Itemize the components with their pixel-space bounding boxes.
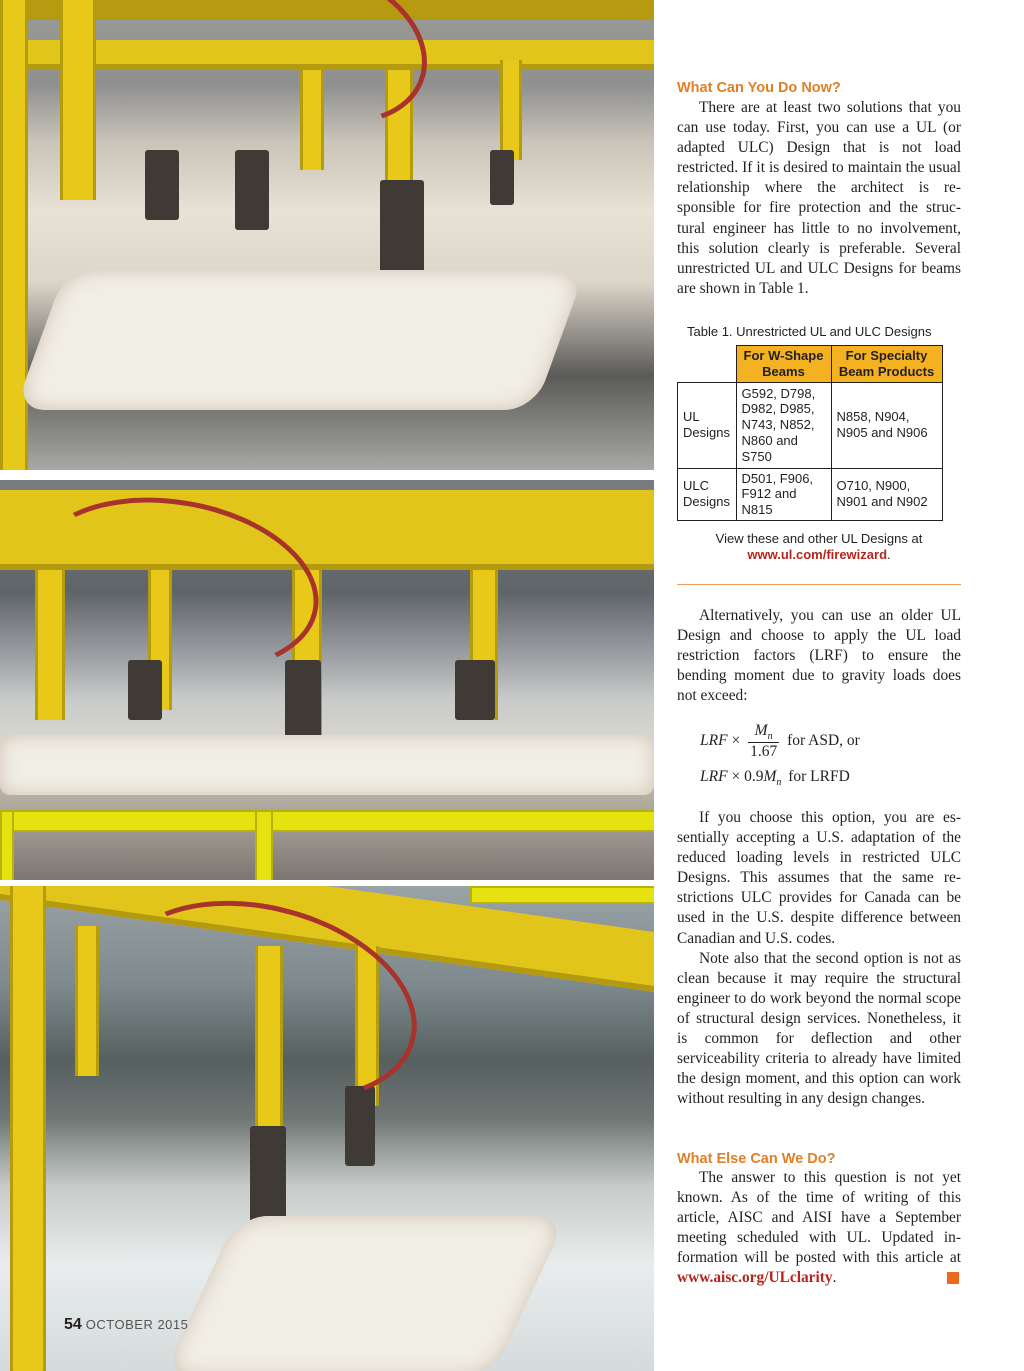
- formula-m: M: [754, 722, 768, 739]
- formula-suffix: for LRFD: [788, 768, 850, 785]
- page-folio: [64, 1316, 188, 1334]
- table-row: [678, 382, 943, 468]
- aisc-ulclarity-link[interactable]: www.aisc.org/ULclarity: [677, 1269, 833, 1287]
- table-footer: [677, 531, 961, 563]
- formula-suffix: for ASD, or: [787, 732, 860, 750]
- photo-fire-test-beams-bottom: [0, 886, 654, 1371]
- formula-times: ×: [731, 732, 741, 750]
- body-paragraph: Alternatively, you can use an older UL Design and choose to apply the UL load restriction factors (LRF) to ensure the bending moment due to gravity loads does not exceed:: [677, 607, 961, 705]
- body-text-end: .: [832, 1269, 837, 1287]
- formula-lrf: LRF: [700, 732, 728, 750]
- table-row-label: UL Designs: [678, 382, 737, 468]
- table-cell: N858, N904, N905 and N906: [831, 382, 942, 468]
- table-corner: [678, 346, 737, 383]
- table-header-specialty: For Specialty Beam Products: [831, 346, 942, 383]
- table-cell: D501, F906, F912 and N815: [736, 468, 831, 520]
- section-alternative: [677, 606, 961, 706]
- table-footer-end: .: [887, 547, 891, 562]
- body-paragraph: [677, 1168, 961, 1289]
- table-header-row: [678, 346, 943, 383]
- issue-date: OCTOBER 2015: [85, 1317, 189, 1332]
- section-heading: What Can You Do Now?: [677, 80, 841, 96]
- ul-firewizard-link[interactable]: www.ul.com/firewizard: [747, 547, 888, 562]
- table-caption: Table 1. Unrestricted UL and ULC Designs: [687, 324, 932, 339]
- formula-times: ×: [731, 768, 741, 785]
- formula-numerator: [748, 722, 779, 743]
- body-paragraph: There are at least two solutions that you can use today. First, you can use a UL (or adapted ULC) Design that is not load restricted. If it is desired to maintain the usual relationship where the architect is re- sponsible for fire protection and the struc- tural engineer has little to no involvement, this solution clearly is preferable. Several unrestricted UL and ULC Designs for beams are shown in Table 1.: [677, 99, 961, 297]
- photo-fire-test-beams-top: [0, 0, 654, 470]
- table-row: [678, 468, 943, 520]
- formula-m: M: [763, 768, 777, 785]
- page-number: 54: [64, 1316, 82, 1333]
- table-row-label: ULC Designs: [678, 468, 737, 520]
- formula-asd: [700, 722, 860, 761]
- body-text: The answer to this question is not yet known. As of the time of writing of this article, AISC and AISI have a September meeting scheduled with UL. Updated in- formation will be posted with this article at: [677, 1169, 961, 1267]
- formula-fraction: [748, 722, 779, 761]
- formula-lrf: LRF: [700, 768, 728, 785]
- formula-denominator: 1.67: [750, 743, 778, 761]
- formula-n: n: [776, 777, 782, 789]
- section-what-can-you-do: [677, 80, 961, 299]
- table-cell: G592, D798, D982, D985, N743, N852, N860 and S750: [736, 382, 831, 468]
- table-header-wshape: For W-Shape Beams: [736, 346, 831, 383]
- formula-coef: 0.9: [744, 768, 764, 785]
- designs-table: [677, 345, 943, 521]
- section-heading: What Else Can We Do?: [677, 1151, 836, 1167]
- section-option-discussion: [677, 808, 961, 1109]
- photo-fire-test-beams-middle: [0, 480, 654, 880]
- section-divider: [677, 584, 961, 585]
- formula-n: n: [767, 731, 773, 743]
- body-paragraph: If you choose this option, you are es- sentially accepting a U.S. adaptation of the reduced loading levels in restricted ULC Designs. This assumes that the same re- strictions ULC provides for Canada can be used in the U.S. despite difference between Canadian and U.S. codes.: [677, 809, 961, 947]
- end-of-article-mark: [947, 1272, 959, 1284]
- table-cell: O710, N900, N901 and N902: [831, 468, 942, 520]
- table-footer-text: View these and other UL Designs at: [715, 531, 923, 546]
- formula-lrfd: [700, 768, 850, 788]
- section-what-else: [677, 1151, 961, 1289]
- body-paragraph: Note also that the second option is not as clean because it may require the structural engineer to do work beyond the normal scope of structural design services. Nonetheless, it is common for deflection and other serviceability criteria to already have limited the design moment, and this option can work without resulting in any design changes.: [677, 949, 961, 1108]
